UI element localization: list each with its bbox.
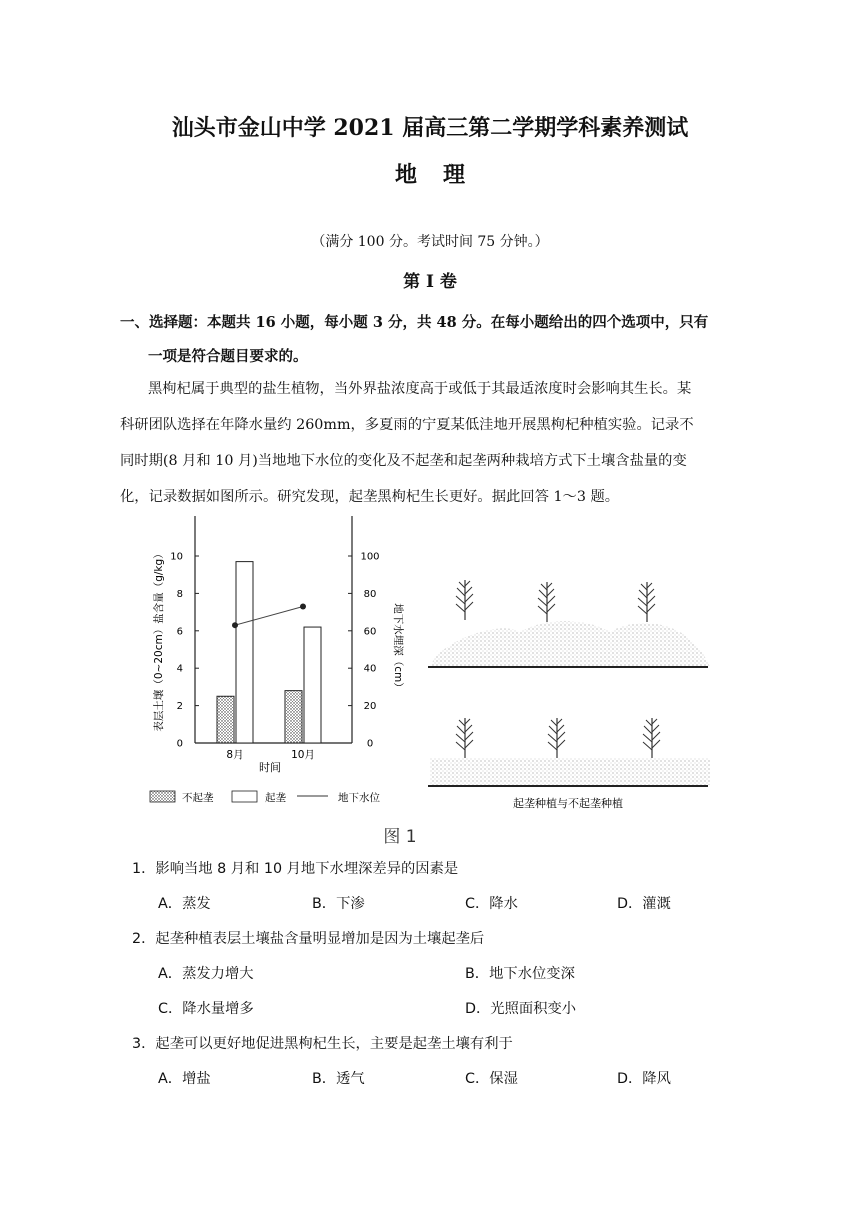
planting-illustration [420, 560, 720, 820]
flat-soil [430, 758, 710, 785]
q2-option-c[interactable]: C．降水量增多 [158, 1001, 254, 1017]
volume-heading: 第 I 卷 [403, 272, 457, 292]
question-2-stem: 2．起垄种植表层土壤盐含量明显增加是因为土壤起垄后 [132, 931, 485, 947]
figure-caption: 图 1 [383, 827, 417, 847]
y2-tick-label: 100 [360, 551, 380, 563]
question-1-stem: 1．影响当地 8 月和 10 月地下水埋深差异的因素是 [132, 861, 459, 877]
passage-line: 化，记录数据如图所示。研究发现，起垄黑枸杞生长更好。据此回答 1～3 题。 [120, 489, 620, 505]
y2-tick-label: 0 [366, 738, 374, 750]
passage-line: 科研团队选择在年降水量约 260mm，多夏雨的宁夏某低洼地开展黑枸杞种植实验。记录不 [120, 417, 694, 433]
groundwater-point [300, 603, 306, 609]
q1-option-a[interactable]: A．蒸发 [158, 896, 211, 912]
bar-ridge [236, 562, 253, 743]
q2-option-b[interactable]: B．地下水位变深 [465, 966, 575, 982]
bar-no-ridge [217, 696, 234, 743]
plant-icon [643, 718, 660, 758]
groundwater-point [232, 622, 238, 628]
y-tick-label: 8 [176, 588, 183, 600]
legend-swatch-ridge [232, 791, 257, 802]
y-tick-label: 2 [176, 701, 183, 713]
passage-line: 同时期(8 月和 10 月)当地地下水位的变化及不起垄和起垄两种栽培方式下土壤含盐量的变 [120, 453, 687, 469]
passage-line: 黑枸杞属于典型的盐生植物，当外界盐浓度高于或低于其最适浓度时会影响其生长。某 [148, 381, 692, 397]
y-tick-label: 6 [176, 626, 183, 638]
legend-label-no-ridge: 不起垄 [182, 792, 214, 804]
y2-tick-label: 40 [363, 663, 377, 675]
y2-tick-label: 60 [363, 626, 377, 638]
x-axis-label: 时间 [259, 761, 281, 774]
bar-no-ridge [285, 691, 302, 743]
section-instruction-line2: 一项是符合题目要求的。 [148, 348, 308, 365]
q1-option-c[interactable]: C．降水 [465, 896, 518, 912]
q1-option-d[interactable]: D．灌溉 [617, 896, 671, 912]
salt-groundwater-chart [140, 510, 410, 810]
q3-option-c[interactable]: C．保湿 [465, 1071, 518, 1087]
exam-note: （满分 100 分。考试时间 75 分钟。） [311, 234, 549, 250]
q3-option-a[interactable]: A．增盐 [158, 1071, 211, 1087]
q2-option-a[interactable]: A．蒸发力增大 [158, 966, 254, 982]
bar-ridge [304, 627, 321, 743]
y2-tick-label: 80 [363, 588, 377, 600]
exam-title: 汕头市金山中学 2021 届高三第二学期学科素养测试 [171, 115, 689, 141]
legend-label-groundwater: 地下水位 [338, 792, 380, 804]
y-axis-label: 表层土壤（0~20cm）盐含量（g/kg） [153, 548, 165, 732]
plant-icon [456, 580, 473, 620]
y2-axis-label: 地下水埋深（cm） [392, 603, 404, 693]
plant-icon [638, 582, 655, 622]
y-tick-label: 0 [176, 738, 183, 750]
q1-option-b[interactable]: B．下渗 [312, 896, 365, 912]
ridge-soil [430, 621, 710, 667]
plant-icon [456, 718, 473, 758]
y-tick-label: 4 [176, 663, 183, 675]
y2-tick-label: 20 [363, 701, 377, 713]
question-3-stem: 3．起垄可以更好地促进黑枸杞生长，主要是起垄土壤有利于 [132, 1036, 513, 1052]
legend-swatch-no-ridge [150, 791, 175, 802]
q3-option-d[interactable]: D．降风 [617, 1071, 671, 1087]
x-category-label: 8月 [226, 749, 244, 761]
q3-option-b[interactable]: B．透气 [312, 1071, 365, 1087]
section-instruction-line1: 一、选择题：本题共 16 小题，每小题 3 分，共 48 分。在每小题给出的四个选项中，只有 [120, 314, 709, 331]
q2-option-d[interactable]: D．光照面积变小 [465, 1001, 577, 1017]
illustration-caption: 起垄种植与不起垄种植 [513, 797, 623, 810]
plant-icon [548, 718, 565, 758]
x-category-label: 10月 [291, 749, 315, 761]
y-tick-label: 10 [170, 551, 183, 563]
legend-label-ridge: 起垄 [265, 792, 286, 804]
plant-icon [538, 582, 555, 622]
subject-title: 地理 [394, 162, 491, 188]
